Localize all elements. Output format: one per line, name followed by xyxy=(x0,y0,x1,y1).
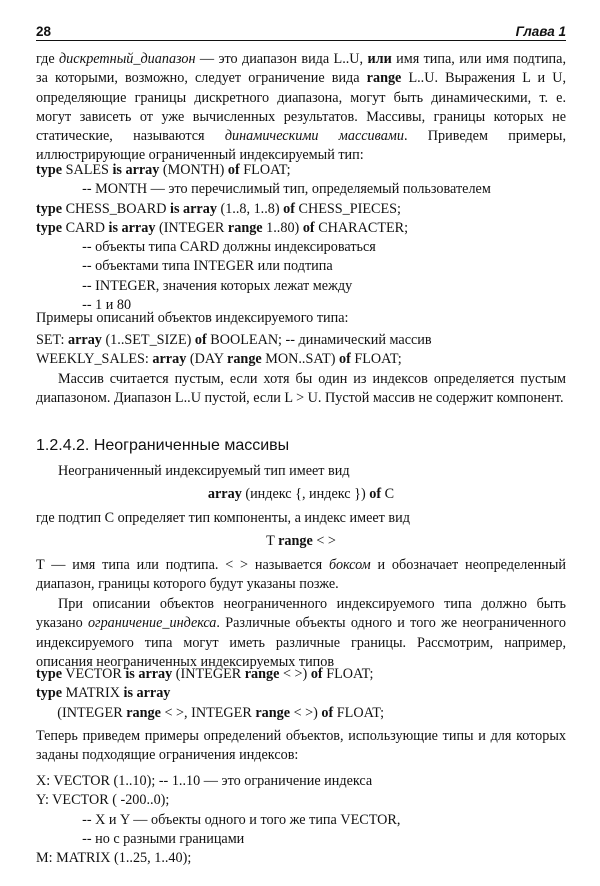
code-line xyxy=(36,830,566,849)
code-text: WEEKLY_SALES: xyxy=(36,351,153,368)
code-text: -- 1 и 80 xyxy=(36,297,132,314)
text-run: и обозначает неопределенный диапазон, границы которого будут указаны позже. xyxy=(36,557,566,593)
code-text: -- объектами типа INTEGER или подтипа xyxy=(36,258,333,275)
code-text: CARD xyxy=(62,219,109,236)
keyword: type xyxy=(36,219,63,236)
code-text: -- но с разными границами xyxy=(36,830,245,847)
code-text: < >) xyxy=(279,666,311,682)
text-run: где xyxy=(36,51,59,67)
keyword: is array xyxy=(108,219,156,236)
subtype-line xyxy=(36,509,566,528)
formula-text: C xyxy=(381,486,395,502)
keyword: of xyxy=(227,162,240,178)
code-text: SALES xyxy=(62,162,113,178)
code-line xyxy=(36,704,566,723)
code-text: FLOAT; xyxy=(322,666,374,682)
text-run: имя типа, или имя подтипа, за которыми, возможно, следует ограничение вида xyxy=(36,51,566,87)
keyword: array xyxy=(152,351,187,368)
keyword: type xyxy=(36,162,63,178)
keyword: array xyxy=(207,486,242,502)
code-text: (1..SET_SIZE) xyxy=(101,332,195,348)
code-line xyxy=(36,277,566,296)
array-formula xyxy=(36,485,566,504)
text-run: При описании объектов неограниченного индексируемого типа должно быть указано xyxy=(36,596,566,632)
page-header xyxy=(36,22,566,41)
empty-array-paragraph xyxy=(36,370,566,409)
section-title: 1.2.4.2. Неограниченные массивы xyxy=(36,437,290,454)
code-text: (1..8, 1..8) xyxy=(216,200,284,217)
code-line xyxy=(36,350,566,369)
declare-paragraph xyxy=(36,595,566,672)
term-box: боксом xyxy=(329,557,371,573)
formula-text: < > xyxy=(312,533,336,549)
code-text: < >) xyxy=(290,704,322,721)
code-text: (INTEGER xyxy=(36,704,127,721)
code-text: (MONTH) xyxy=(159,162,228,178)
code-line xyxy=(36,161,566,180)
code-line xyxy=(36,180,566,199)
formula-text: (индекс {, индекс }) xyxy=(241,486,370,502)
keyword: range xyxy=(227,351,262,368)
keyword: range xyxy=(227,219,263,236)
keyword: range xyxy=(126,704,161,721)
keyword: type xyxy=(36,200,63,217)
keyword: range xyxy=(244,666,280,682)
index-formula xyxy=(36,532,566,551)
keyword: of xyxy=(338,351,351,368)
code-block-unbounded-types xyxy=(36,665,566,723)
closing-paragraph xyxy=(36,727,566,766)
intro-paragraph xyxy=(36,50,566,166)
keyword: of xyxy=(302,219,315,236)
text-run: L..U. Выражения L и U, определяющие границы дискретного диапазона, могут быть динамическими, т. е. могут зависеть от уже вычисленных результатов. Массивы, границы которых не статические, называются xyxy=(36,70,566,145)
keyword: array xyxy=(68,332,102,348)
keyword: of xyxy=(321,704,334,721)
keyword: of xyxy=(369,486,382,502)
code-line xyxy=(36,849,566,868)
text-run: — это диапазон вида L..U, xyxy=(195,51,368,67)
code-text: FLOAT; xyxy=(333,704,385,721)
code-text: X: VECTOR (1..10); -- 1..10 — это ограничение индекса xyxy=(36,773,373,789)
unbounded-lead-text: Неограниченный индексируемый тип имеет вид xyxy=(58,463,350,479)
code-text: -- MONTH — это перечислимый тип, определяемый пользователем xyxy=(36,181,491,198)
keyword: type xyxy=(36,685,63,702)
code-text: -- X и Y — объекты одного и того же типа VECTOR, xyxy=(36,811,401,828)
box-paragraph xyxy=(36,556,566,595)
code-text: CHESS_PIECES; xyxy=(294,200,401,217)
closing-text: Теперь приведем примеры определений объектов, использующие типы и для которых заданы подходящие ограничения индексов: xyxy=(36,728,566,764)
code-text: (DAY xyxy=(186,351,228,368)
code-text: (INTEGER xyxy=(172,666,245,682)
code-text: BOOLEAN; -- динамический массив xyxy=(206,332,432,348)
code-line xyxy=(36,219,566,238)
code-text: MON..SAT) xyxy=(261,351,339,368)
code-text: VECTOR xyxy=(62,666,126,682)
code-text: FLOAT; xyxy=(239,162,291,178)
code-line xyxy=(36,200,566,219)
code-line xyxy=(36,811,566,830)
code-line xyxy=(36,665,566,684)
empty-array-text: Массив считается пустым, если хотя бы один из индексов определяется пустым диапазоном. Диапазон L..U пустой, если L > U. Пустой массив не содержит компонент. xyxy=(36,371,566,407)
chapter-label: Глава 1 xyxy=(515,24,566,39)
formula-text: T xyxy=(266,533,279,549)
keyword: is array xyxy=(125,666,173,682)
code-line xyxy=(36,257,566,276)
code-text: -- объекты типа CARD должны индексироваться xyxy=(36,239,376,256)
keyword: of xyxy=(310,666,323,682)
code-line xyxy=(36,238,566,257)
keyword: is array xyxy=(170,200,217,217)
code-text: (INTEGER xyxy=(155,219,228,236)
code-text: FLOAT; xyxy=(350,351,402,368)
text-run: . Приведем примеры, иллюстрирующие ограниченный индексируемый тип: xyxy=(36,128,566,164)
term-index-constraint: ограничение_индекса xyxy=(87,615,217,632)
keyword: of xyxy=(283,200,295,217)
code-block-object-declarations xyxy=(36,331,566,370)
subtype-text: где подтип C определяет тип компоненты, а индекс имеет вид xyxy=(36,510,410,526)
section-heading xyxy=(36,436,566,455)
code-text: M: MATRIX (1..25, 1..40); xyxy=(36,850,192,867)
keyword: is array xyxy=(123,685,171,702)
keyword: is array xyxy=(112,162,160,178)
code-text: SET: xyxy=(36,332,69,348)
keyword: range xyxy=(255,704,291,721)
code-text: 1..80) xyxy=(262,219,303,236)
text-run: . Различные объекты одного и того же неограниченного индексируемого типа могут иметь различные границы. Рассмотрим, например, описания неограниченных индексируемых типов xyxy=(36,615,566,670)
unbounded-lead xyxy=(36,462,566,481)
keyword: range xyxy=(278,533,313,549)
code-text: CHARACTER; xyxy=(314,219,409,236)
code-block-bounded-types xyxy=(36,161,566,315)
examples-title: Примеры описаний объектов индексируемого типа: xyxy=(36,310,349,326)
keyword: type xyxy=(36,666,63,682)
examples-heading xyxy=(36,309,566,328)
code-line xyxy=(36,791,566,810)
text-run: T — имя типа или подтипа. < > называется xyxy=(36,557,330,573)
code-text: MATRIX xyxy=(62,685,124,702)
code-text: -- INTEGER, значения которых лежат между xyxy=(36,277,353,294)
term-discrete-range: дискретный_диапазон xyxy=(59,51,196,67)
term-dynamic-arrays: динамическими массивами xyxy=(224,128,404,145)
page-number: 28 xyxy=(36,24,52,39)
keyword: или xyxy=(367,51,392,67)
code-line xyxy=(36,772,566,791)
keyword: range xyxy=(366,70,402,87)
code-line xyxy=(36,331,566,350)
code-text: CHESS_BOARD xyxy=(62,200,171,217)
code-text: Y: VECTOR ( -200..0); xyxy=(36,792,170,809)
code-block-object-definitions xyxy=(36,772,566,868)
code-line xyxy=(36,684,566,703)
code-text: < >, INTEGER xyxy=(160,704,256,721)
keyword: of xyxy=(194,332,207,348)
